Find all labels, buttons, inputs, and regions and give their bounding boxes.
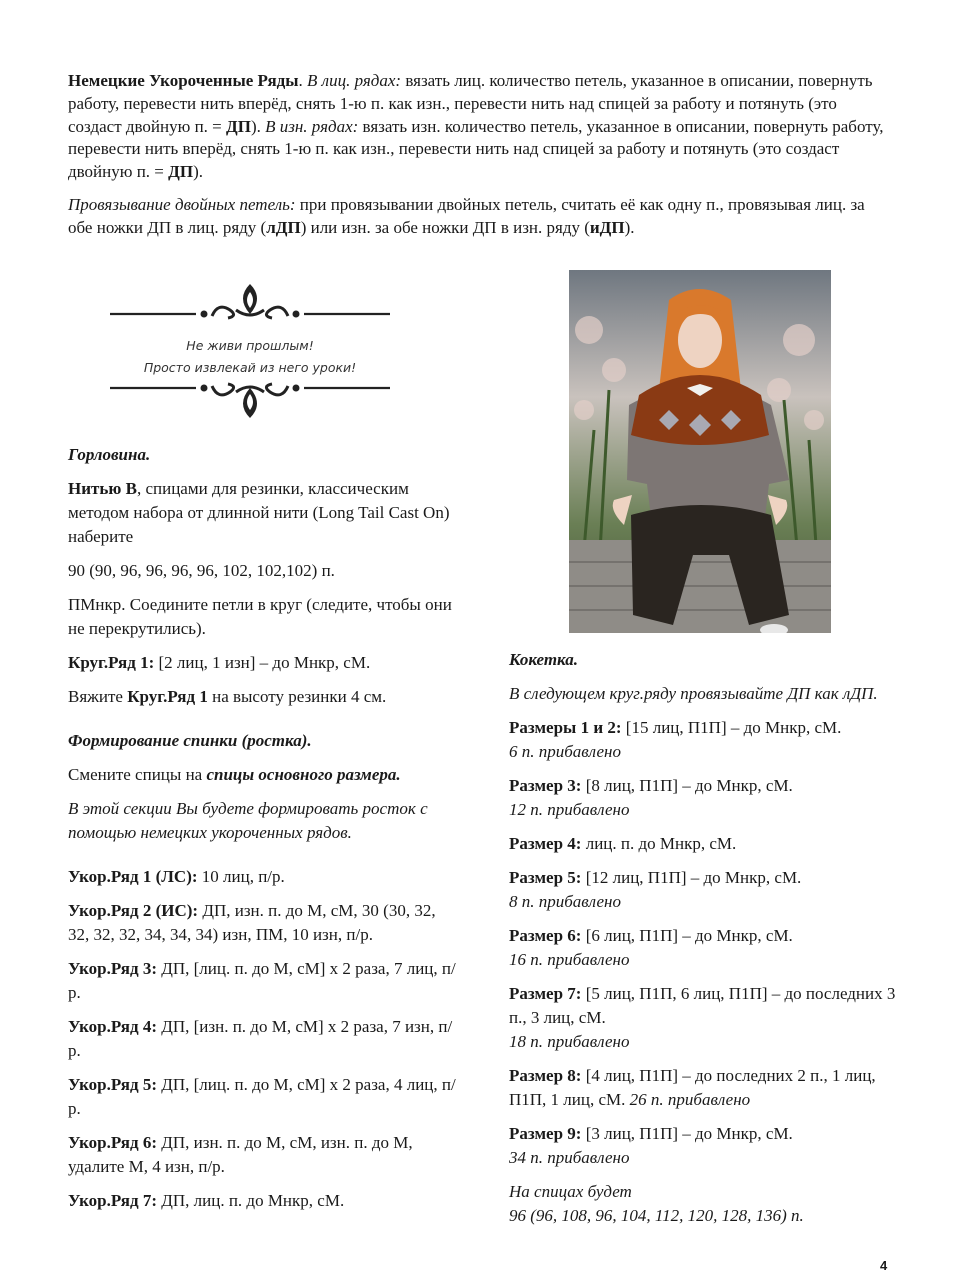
dp-term: ДП — [226, 116, 251, 136]
size-instruction — [509, 716, 909, 764]
size-instruction — [509, 1064, 909, 1112]
total-stitches — [509, 1180, 909, 1228]
size-label: Размер 8: — [509, 1066, 582, 1085]
photo-image-icon — [569, 270, 831, 633]
needle-size-emphasis: спицы основного размера. — [206, 765, 401, 784]
short-row — [68, 1073, 458, 1121]
size-text: [12 лиц, П1П] – до Мнкр, сМ. — [581, 868, 802, 887]
text: , спицами для резинки, классическим методом набора от длинной нити (Long Tail Cast On) наберите — [68, 479, 450, 546]
size-label: Размер 5: — [509, 868, 582, 887]
row-text: ДП, [лиц. п. до М, сМ] х 2 раза, 4 лиц, п/р. — [68, 1075, 456, 1118]
stitches-added: 6 п. прибавлено — [509, 742, 621, 761]
quote-line-1: Не живи прошлым! — [186, 338, 314, 353]
row-label: Укор.Ряд 5: — [68, 1075, 158, 1094]
row-label: Укор.Ряд 2 (ИС): — [68, 901, 199, 920]
text: Смените спицы на — [68, 765, 207, 784]
rs-text: вязать лиц. количество петель, указанное в описании, повернуть работу, перевести нить вперёд, снять 1-ю п. как изн., перевести нить над спицей за работу и потянуть (это создаст двойную п. = — [68, 71, 873, 136]
stitches-added: 34 п. прибавлено — [509, 1148, 630, 1167]
quote-text — [108, 335, 392, 379]
size-label: Размер 4: — [509, 834, 582, 853]
size-instruction — [509, 832, 909, 856]
size-instruction — [509, 866, 909, 914]
ws-text: вязать изн. количество петель, указанное в описании, повернуть работу, перевести нить вперёд, снять 1-ю п. как изн., перевести нить над спицей за работу и потянуть (это создаст двойную п. = — [68, 116, 884, 182]
size-label: Размер 3: — [509, 776, 582, 795]
quote-line-2: Просто извлекай из него уроки! — [143, 360, 357, 375]
intro-section — [68, 70, 888, 250]
size-label: Размер 9: — [509, 1124, 582, 1143]
stitches-added: 18 п. прибавлено — [509, 1032, 630, 1051]
text: на высоту резинки 4 см. — [207, 687, 387, 706]
short-row — [68, 957, 458, 1005]
row-text: ДП, изн. п. до М, сМ, изн. п. до М, удалите М, 4 изн, п/р. — [68, 1133, 413, 1176]
size-label: Размер 7: — [509, 984, 582, 1003]
short-rows-title: Немецкие Укороченные Ряды — [68, 71, 299, 90]
row-label: Укор.Ряд 4: — [68, 1017, 158, 1036]
yoke-heading: Кокетка. — [509, 650, 578, 669]
neckline-heading: Горловина. — [68, 445, 151, 464]
cast-on-instruction — [68, 477, 458, 549]
yoke-note: В следующем круг.ряду провязывайте ДП как лДП. — [509, 684, 878, 703]
needle-change — [68, 763, 458, 787]
round-ref: Круг.Ряд 1 — [127, 687, 208, 706]
short-row — [68, 899, 458, 947]
dp-term: ДП — [168, 162, 194, 182]
row-label: Укор.Ряд 3: — [68, 959, 158, 978]
size-instruction — [509, 774, 909, 822]
text: [2 лиц, 1 изн] – до Мнкр, сМ. — [154, 653, 371, 672]
size-instruction — [509, 982, 909, 1054]
size-text: [15 лиц, П1П] – до Мнкр, сМ. — [621, 718, 842, 737]
text: Вяжите — [68, 687, 128, 706]
ornament-bottom-icon — [108, 376, 392, 422]
section-note: В этой секции Вы будете формировать росток с помощью немецких укороченных рядов. — [68, 799, 428, 842]
short-row — [68, 1015, 458, 1063]
short-row — [68, 865, 458, 889]
row-text: ДП, лиц. п. до Мнкр, сМ. — [157, 1191, 345, 1210]
size-instruction — [509, 1122, 909, 1170]
rs-label: В лиц. рядах: — [307, 71, 402, 90]
text: ) или изн. за обе ножки ДП в изн. ряду ( — [300, 217, 590, 237]
size-text: [4 лиц, П1П] – до последних 2 п., 1 лиц, П1П, 1 лиц, сМ. — [509, 1066, 876, 1109]
yarn-label: Нитью В — [68, 479, 137, 498]
short-rows-paragraph — [68, 70, 888, 184]
ornament-top-icon — [108, 280, 392, 326]
text: ). — [250, 116, 266, 136]
quote-ornament — [108, 280, 392, 425]
size-text: [8 лиц, П1П] – до Мнкр, сМ. — [581, 776, 793, 795]
size-instruction — [509, 924, 909, 972]
join-instruction: ПМнкр. Соедините петли в круг (следите, чтобы они не перекрутились). — [68, 595, 452, 638]
row-label: Укор.Ряд 7: — [68, 1191, 158, 1210]
double-stitch-label: Провязывание двойных петель: — [68, 194, 296, 214]
size-text: лиц. п. до Мнкр, сМ. — [581, 834, 737, 853]
total-value: 96 (96, 108, 96, 104, 112, 120, 128, 136) п. — [509, 1206, 804, 1225]
text: . — [298, 71, 308, 90]
row-text: ДП, изн. п. до М, сМ, 30 (30, 32, 32, 32, 32, 34, 34, 34) изн, ПМ, 10 изн, п/р. — [68, 901, 436, 944]
stitches-added: 16 п. прибавлено — [509, 950, 630, 969]
right-column — [509, 648, 909, 1238]
page-number: 4 — [880, 1258, 888, 1273]
row-label: Укор.Ряд 1 (ЛС): — [68, 867, 198, 886]
size-text: [6 лиц, П1П] – до Мнкр, сМ. — [581, 926, 793, 945]
size-label: Размер 6: — [509, 926, 582, 945]
round-label: Круг.Ряд 1: — [68, 653, 155, 672]
row-label: Укор.Ряд 6: — [68, 1133, 158, 1152]
text: при провязывании двойных петель, считать её как одну п., провязывая лиц. за обе ножки ДП в лиц. ряду ( — [68, 194, 865, 237]
text: ). — [624, 217, 635, 237]
row-text: 10 лиц, п/р. — [197, 867, 285, 886]
stitches-added: 8 п. прибавлено — [509, 892, 621, 911]
stitches-added: 26 п. прибавлено — [629, 1090, 751, 1109]
row-text: ДП, [лиц. п. до М, сМ] х 2 раза, 7 лиц, п/р. — [68, 959, 456, 1002]
total-label: На спицах будет — [509, 1182, 632, 1201]
back-shaping-heading: Формирование спинки (ростка). — [68, 731, 312, 750]
row-text: ДП, [изн. п. до М, сМ] х 2 раза, 7 изн, п/р. — [68, 1017, 453, 1060]
size-text: [5 лиц, П1П, 6 лиц, П1П] – до последних 3 п., 3 лиц, сМ. — [509, 984, 896, 1027]
short-row — [68, 1189, 458, 1213]
text: ). — [193, 162, 203, 182]
ldp-term: лДП — [266, 217, 301, 237]
double-stitch-paragraph — [68, 194, 888, 240]
rib-height-instruction — [68, 685, 458, 709]
round-1 — [68, 651, 458, 675]
size-text: [3 лиц, П1П] – до Мнкр, сМ. — [581, 1124, 793, 1143]
short-row — [68, 1131, 458, 1179]
sweater-photo — [569, 270, 831, 633]
left-column — [68, 443, 458, 1223]
stitches-added: 12 п. прибавлено — [509, 800, 630, 819]
size-label: Размеры 1 и 2: — [509, 718, 622, 737]
ws-label: В изн. рядах: — [265, 116, 359, 136]
idp-term: иДП — [589, 217, 625, 237]
cast-on-count: 90 (90, 96, 96, 96, 96, 102, 102,102) п. — [68, 561, 335, 580]
